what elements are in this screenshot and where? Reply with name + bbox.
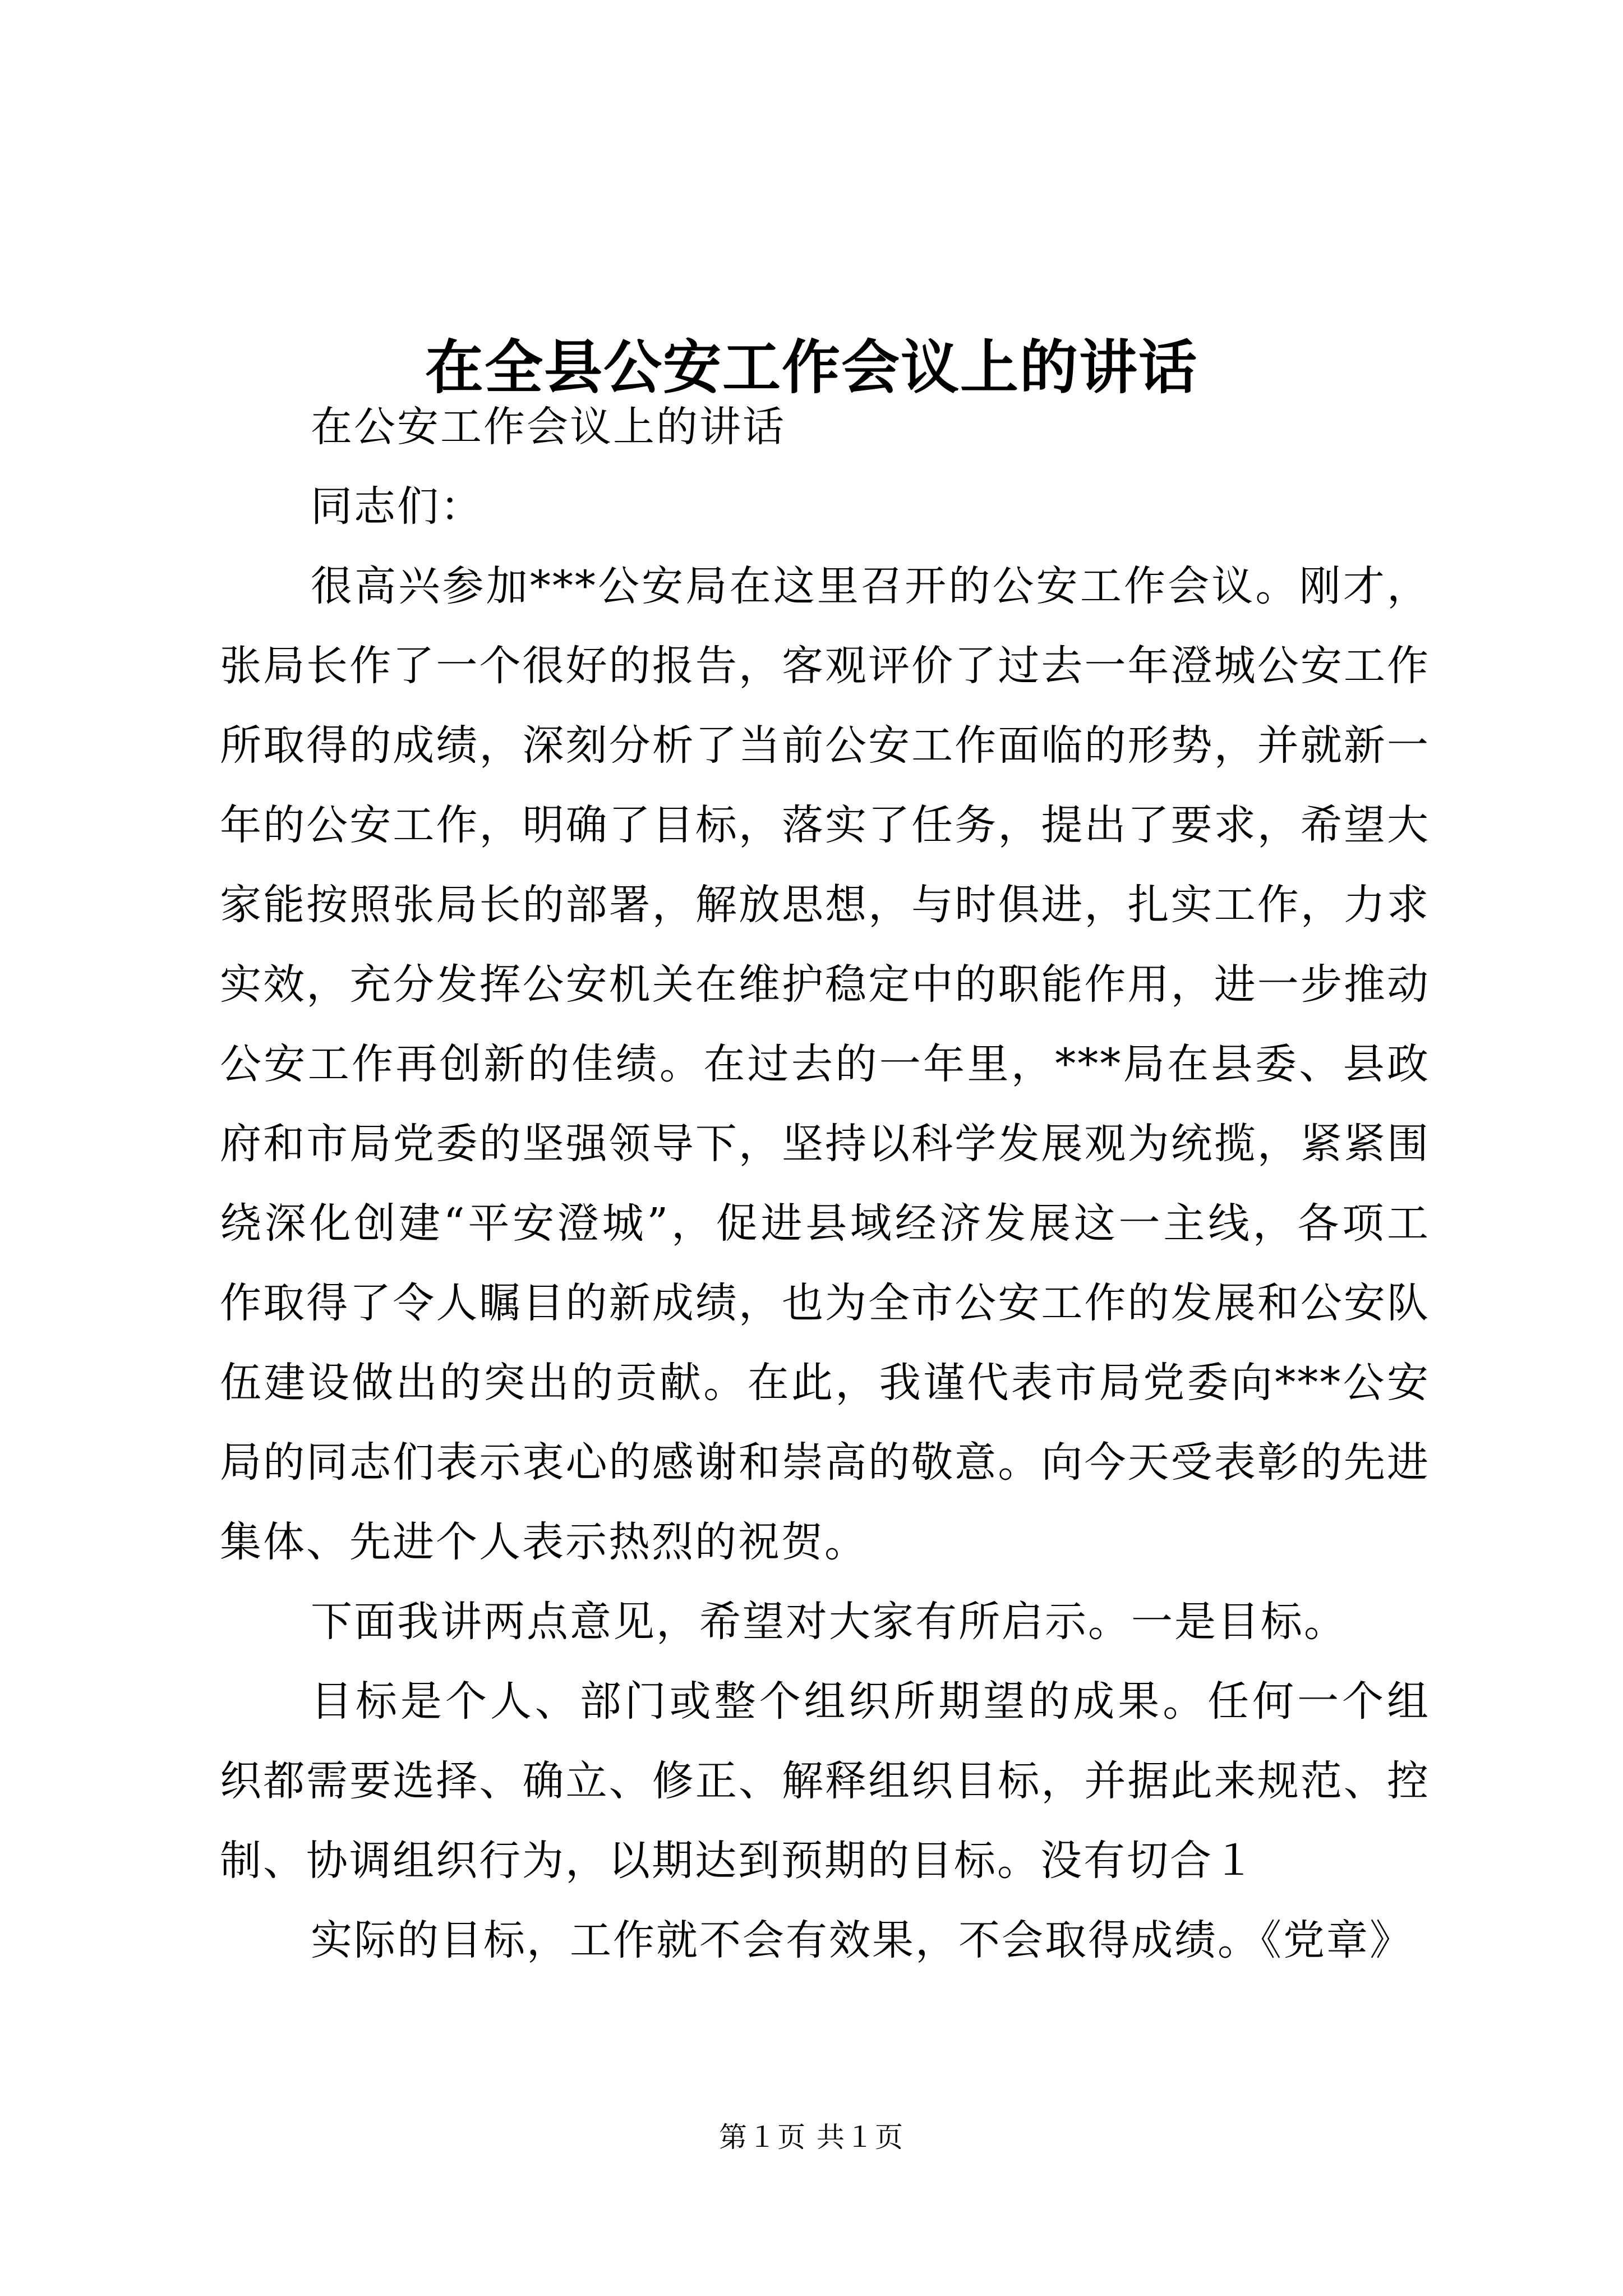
body-paragraph: 下面我讲两点意见，希望对大家有所启示。一是目标。 [311,1598,1347,1646]
body-paragraph: 实际的目标，工作就不会有效果，不会取得成绩。《党章》 [311,1916,1413,1964]
salutation-paragraph: 同志们： [311,482,483,531]
body-paragraph: 目标是个人、部门或整个组织所期望的成果。任何一个组织都需要选择、确立、修正、解释组织目标，并据此来规范、控制、协调组织行为，以期达到预期的目标。没有切合１ [220,1677,1430,1885]
body-paragraph: 很高兴参加***公安局在这里召开的公安工作会议。刚才，张局长作了一个很好的报告，客观评价了过去一年澄城公安工作所取得的成绩，深刻分析了当前公安工作面临的形势，并就新一年的公安工作，明确了目标，落实了任务，提出了要求，希望大家能按照张局长的部署，解放思想，与时俱进，扎实工作，力求实效，充分发挥公安机关在维护稳定中的职能作用，进一步推动公安工作再创新的佳绩。在过去的一年里，***局在县委、县政府和市局党委的坚强领导下，坚持以科学发展观为统揽，紧紧围绕深化创建“平安澄城”，促进县域经济发展这一主线，各项工作取得了令人瞩目的新成绩，也为全市公安工作的发展和公安队伍建设做出的突出的贡献。在此，我谨代表市局党委向***公安局的同志们表示衷心的感谢和崇高的敬意。向今天受表彰的先进集体、先进个人表示热烈的祝贺。 [220,562,1430,1566]
document-body [220,387,1430,1980]
subtitle-paragraph: 在公安工作会议上的讲话 [311,403,786,451]
document-title: 在全县公安工作会议上的讲话 [425,332,1198,402]
page-footer: 第１页 共１页 [719,2121,904,2154]
